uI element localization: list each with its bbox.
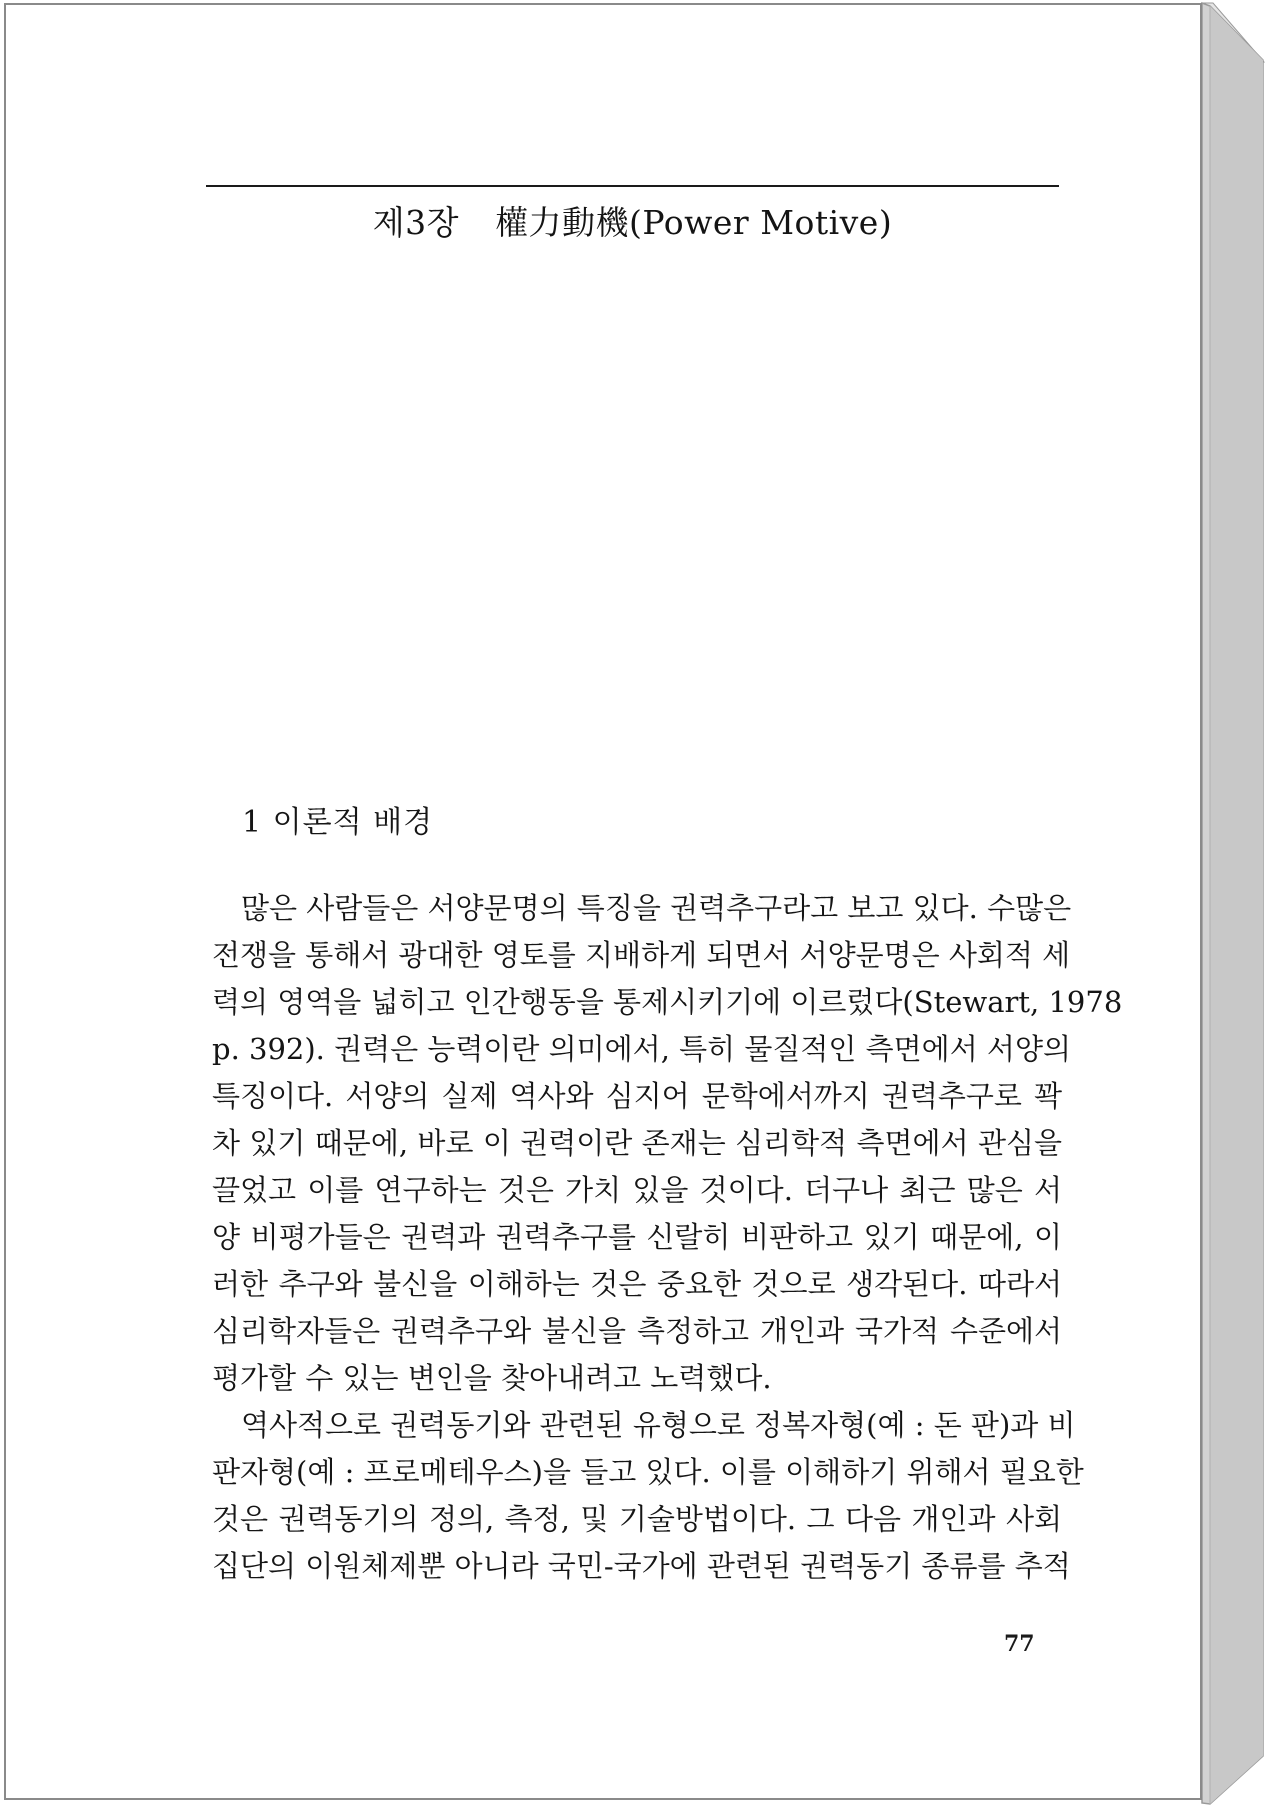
text-line: 차 있기 때문에, 바로 이 권력이란 존재는 심리학적 측면에서 관심을 (212, 1126, 1062, 1160)
text-line: 심리학자들은 권력추구와 불신을 측정하고 개인과 국가적 수준에서 (212, 1314, 1062, 1348)
text-line: 끌었고 이를 연구하는 것은 가치 있을 것이다. 더구나 최근 많은 서 (212, 1173, 1062, 1207)
book-page (4, 3, 1202, 1800)
text-line: 것은 권력동기의 정의, 측정, 및 기술방법이다. 그 다음 개인과 사회 (212, 1502, 1062, 1536)
chapter-title (206, 197, 1059, 244)
chapter-number: 제3장 (372, 203, 460, 242)
chapter-name: 權力動機(Power Motive) (495, 203, 893, 242)
text-line: 전쟁을 통해서 광대한 영토를 지배하게 되면서 서양문명은 사회적 세 (212, 938, 1071, 972)
section-heading: 1 이론적 배경 (242, 805, 434, 840)
text-line: 집단의 이원체제뿐 아니라 국민-국가에 관련된 권력동기 종류를 추적 (212, 1549, 1071, 1583)
text-line: 역사적으로 권력동기와 관련된 유형으로 정복자형(예 : 돈 판)과 비 (241, 1408, 1076, 1442)
page-number: 77 (1004, 1631, 1035, 1657)
text-line: 많은 사람들은 서양문명의 특징을 권력추구라고 보고 있다. 수많은 (241, 891, 1072, 925)
text-line: 평가할 수 있는 변인을 찾아내려고 노력했다. (212, 1361, 772, 1395)
chapter-rule (206, 185, 1059, 187)
text-line: 특징이다. 서양의 실제 역사와 심지어 문학에서까지 권력추구로 꽉 (212, 1079, 1062, 1113)
text-line: 러한 추구와 불신을 이해하는 것은 중요한 것으로 생각된다. 따라서 (212, 1267, 1062, 1301)
text-line: 양 비평가들은 권력과 권력추구를 신랄히 비판하고 있기 때문에, 이 (212, 1220, 1062, 1254)
text-line: 판자형(예 : 프로메테우스)을 들고 있다. 이를 이해하기 위해서 필요한 (212, 1455, 1084, 1489)
text-line: 력의 영역을 넓히고 인간행동을 통제시키기에 이르렀다(Stewart, 1978 (212, 985, 1123, 1019)
body-text (212, 885, 1123, 1590)
text-line: p. 392). 권력은 능력이란 의미에서, 특히 물질적인 측면에서 서양의 (212, 1032, 1071, 1066)
